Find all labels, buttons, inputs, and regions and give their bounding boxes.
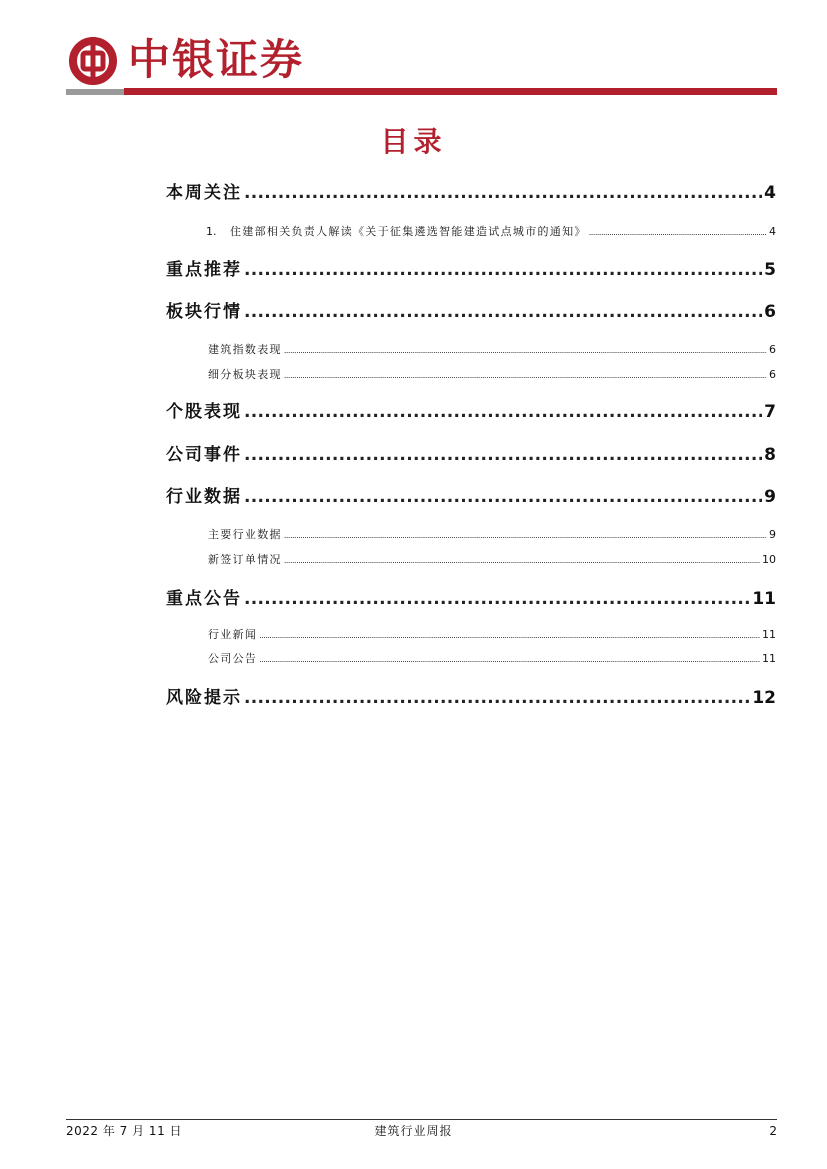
toc-entry-label: 重点公告 [166, 589, 242, 609]
toc-entry-page: 4 [769, 225, 776, 238]
toc-entry-page: 5 [764, 260, 776, 280]
toc-entry-mohurd-interpretation[interactable] [206, 223, 776, 241]
toc-entry-risk-warning[interactable] [166, 686, 776, 710]
toc-entry-label: 住建部相关负责人解读《关于征集遴选智能建造试点城市的通知》 [230, 225, 587, 238]
toc-entry-page: 6 [769, 368, 776, 381]
toc-title: 目录 [380, 125, 447, 158]
toc-entry-label: 新签订单情况 [208, 553, 282, 566]
toc-entry-sub-sector[interactable] [208, 366, 776, 384]
toc-leader-dots [284, 367, 767, 385]
toc-leader-dots [259, 651, 760, 669]
toc-leader-dots [244, 258, 762, 282]
toc-entry-this-week-focus[interactable] [166, 181, 776, 205]
toc-entry-label: 细分板块表现 [208, 368, 282, 381]
toc-leader-dots [284, 527, 767, 545]
toc-entry-key-announcements[interactable] [166, 587, 776, 611]
toc-entry-label: 公司公告 [208, 652, 258, 665]
toc-leader-dots [589, 224, 767, 242]
toc-entry-construction-index[interactable] [208, 341, 776, 359]
footer-date: 2022 年 7 月 11 日 [66, 1124, 183, 1138]
toc-leader-dots [259, 627, 760, 645]
toc-entry-label: 主要行业数据 [208, 528, 282, 541]
toc-entry-industry-data[interactable] [166, 485, 776, 509]
toc-entry-page: 10 [762, 553, 776, 566]
toc-leader-dots [244, 686, 750, 710]
toc-entry-page: 8 [764, 445, 776, 465]
toc-entry-page: 11 [752, 589, 776, 609]
toc-entry-company-events[interactable] [166, 443, 776, 467]
toc-entry-new-orders[interactable] [208, 551, 776, 569]
toc-entry-page: 4 [764, 183, 776, 203]
toc-leader-dots [244, 181, 762, 205]
toc-entry-page: 9 [769, 528, 776, 541]
toc-entry-label: 个股表现 [166, 402, 242, 422]
bank-of-china-logo-icon [68, 36, 118, 86]
toc-entry-label: 本周关注 [166, 183, 242, 203]
toc-leader-dots [244, 400, 762, 424]
toc-entry-label: 行业数据 [166, 487, 242, 507]
footer-rule [66, 1119, 777, 1120]
toc-leader-dots [244, 587, 750, 611]
page-footer [0, 1119, 827, 1149]
toc-entry-label: 行业新闻 [208, 628, 258, 641]
toc-leader-dots [284, 552, 760, 570]
toc-entry-page: 9 [764, 487, 776, 507]
toc-entry-company-announcements[interactable] [208, 650, 776, 668]
toc-entry-label: 重点推荐 [166, 260, 242, 280]
toc-entry-page: 11 [762, 628, 776, 641]
page-header [0, 0, 827, 100]
toc-entry-stock-performance[interactable] [166, 400, 776, 424]
toc-entry-main-industry-data[interactable] [208, 526, 776, 544]
toc-entry-label: 风险提示 [166, 688, 242, 708]
footer-report-title: 建筑行业周报 [374, 1124, 453, 1138]
toc-leader-dots [244, 443, 762, 467]
toc-entry-page: 6 [764, 302, 776, 322]
header-rule-gray [66, 89, 124, 95]
toc-entry-page: 12 [752, 688, 776, 708]
toc-entry-key-recommendations[interactable] [166, 258, 776, 282]
toc-entry-industry-news[interactable] [208, 626, 776, 644]
toc-entry-number: 1. [206, 225, 217, 238]
brand-name: 中银证券 [128, 35, 305, 84]
toc-leader-dots [284, 342, 767, 360]
toc-entry-label: 公司事件 [166, 445, 242, 465]
toc-entry-page: 6 [769, 343, 776, 356]
toc-entry-label: 建筑指数表现 [208, 343, 282, 356]
header-rule-red [124, 88, 777, 95]
toc-leader-dots [244, 485, 762, 509]
toc-entry-page: 7 [764, 402, 776, 422]
toc-leader-dots [244, 300, 762, 324]
toc-entry-page: 11 [762, 652, 776, 665]
footer-page-number: 2 [769, 1124, 777, 1138]
toc-entry-sector-market[interactable] [166, 300, 776, 324]
toc-entry-label: 板块行情 [166, 302, 242, 322]
